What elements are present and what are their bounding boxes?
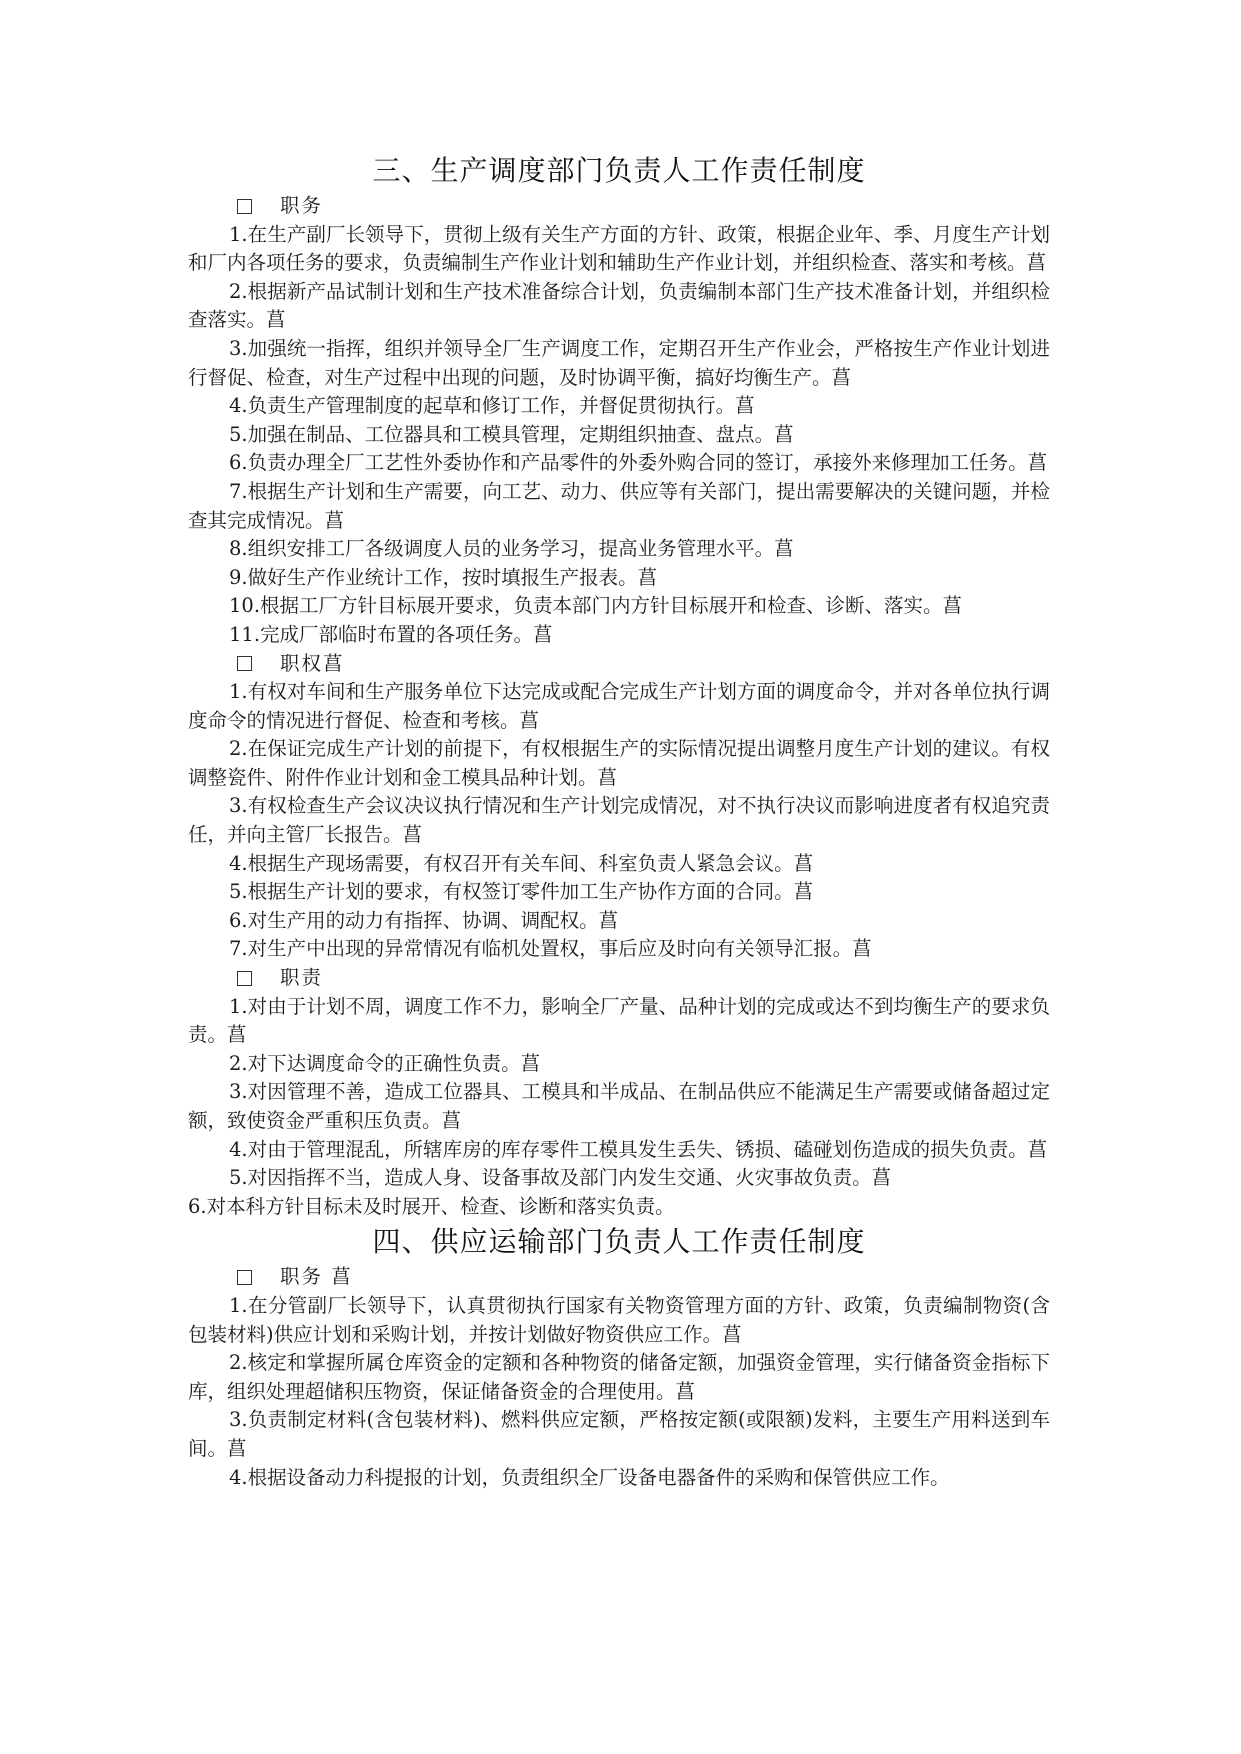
section-4-title: 四、供应运输部门负责人工作责任制度 [372, 1225, 866, 1259]
checkbox-icon [237, 199, 252, 214]
paragraph: 1.对由于计划不周，调度工作不力，影响全厂产量、品种计划的完成或达不到均衡生产的要求负责。菖 [188, 994, 1050, 1047]
paragraph: 1.有权对车间和生产服务单位下达完成或配合完成生产计划方面的调度命令，并对各单位执行调度命令的情况进行督促、检查和考核。菖 [188, 680, 1050, 732]
heading-label: 职责 [280, 966, 324, 990]
heading-label: 职务 [280, 194, 324, 217]
section-3-title: 三、生产调度部门负责人工作责任制度 [372, 154, 866, 187]
paragraph: 2.根据新产品试制计划和生产技术准备综合计划，负责编制本部门生产技术准备计划，并组织检查落实。菖 [188, 279, 1050, 332]
heading-label: 职务 菖 [280, 1265, 353, 1289]
paragraph: 3.加强统一指挥，组织并领导全厂生产调度工作，定期召开生产作业会，严格按生产作业计划进行督促、检查，对生产过程中出现的问题，及时协调平衡，搞好均衡生产。菖 [188, 336, 1050, 389]
paragraph: 6.负责办理全厂工艺性外委协作和产品零件的外委外购合同的签订，承接外来修理加工任务。菖 [229, 451, 1048, 475]
section-3-responsibility-heading [188, 964, 1050, 993]
paragraph: 2.在保证完成生产计划的前提下，有权根据生产的实际情况提出调整月度生产计划的建议。有权调整瓷件、附件作业计划和金工模具品种计划。菖 [188, 737, 1050, 789]
paragraph: 11.完成厂部临时布置的各项任务。菖 [229, 622, 553, 646]
checkbox-icon [237, 971, 252, 986]
section-3-authority-heading [188, 650, 1050, 679]
section-4-duties-heading [188, 1263, 1050, 1292]
paragraph: 10.根据工厂方针目标展开要求，负责本部门内方针目标展开和检查、诊断、落实。菖 [229, 594, 963, 618]
document-content [188, 150, 1050, 1492]
paragraph: 4.对由于管理混乱，所辖库房的库存零件工模具发生丢失、锈损、磕碰划伤造成的损失负责。菖 [229, 1137, 1048, 1161]
paragraph: 6.对生产用的动力有指挥、协调、调配权。菖 [229, 908, 619, 932]
checkbox-icon [237, 656, 252, 671]
paragraph: 5.对因指挥不当，造成人身、设备事故及部门内发生交通、火灾事故负责。菖 [229, 1166, 892, 1190]
paragraph: 8.组织安排工厂各级调度人员的业务学习，提高业务管理水平。菖 [229, 537, 794, 561]
paragraph: 4.根据设备动力科提报的计划，负责组织全厂设备电器备件的采购和保管供应工作。 [229, 1465, 950, 1489]
paragraph: 1.在分管副厂长领导下，认真贯彻执行国家有关物资管理方面的方针、政策，负责编制物资(含包装材料)供应计划和采购计划，并按计划做好物资供应工作。菖 [188, 1293, 1050, 1346]
paragraph: 5.根据生产计划的要求，有权签订零件加工生产协作方面的合同。菖 [229, 880, 814, 904]
paragraph: 4.根据生产现场需要，有权召开有关车间、科室负责人紧急会议。菖 [229, 851, 814, 875]
paragraph: 4.负责生产管理制度的起草和修订工作，并督促贯彻执行。菖 [229, 394, 755, 418]
paragraph: 3.对因管理不善，造成工位器具、工模具和半成品、在制品供应不能满足生产需要或储备超过定额，致使资金严重积压负责。菖 [188, 1080, 1050, 1132]
checkbox-icon [237, 1270, 252, 1285]
section-3-responsibility-list [188, 993, 1050, 1222]
paragraph: 9.做好生产作业统计工作，按时填报生产报表。菖 [229, 565, 658, 589]
paragraph: 2.核定和掌握所属仓库资金的定额和各种物资的储备定额，加强资金管理，实行储备资金指标下库，组织处理超储积压物资，保证储备资金的合理使用。菖 [188, 1351, 1050, 1403]
heading-label: 职权菖 [280, 651, 345, 675]
paragraph: 3.有权检查生产会议决议执行情况和生产计划完成情况，对不执行决议而影响进度者有权追究责任，并向主管厂长报告。菖 [188, 794, 1050, 847]
paragraph: 2.对下达调度命令的正确性负责。菖 [229, 1051, 541, 1075]
paragraph: 7.根据生产计划和生产需要，向工艺、动力、供应等有关部门，提出需要解决的关键问题，并检查其完成情况。菖 [188, 479, 1050, 532]
paragraph: 6.对本科方针目标未及时展开、检查、诊断和落实负责。 [188, 1194, 675, 1218]
section-3-duties-list [188, 221, 1050, 650]
paragraph: 1.在生产副厂长领导下，贯彻上级有关生产方面的方针、政策，根据企业年、季、月度生产计划和厂内各项任务的要求，负责编制生产作业计划和辅助生产作业计划，并组织检查、落实和考核。菖 [188, 222, 1050, 275]
section-3-authority-list [188, 678, 1050, 964]
section-4-duties-list [188, 1292, 1050, 1492]
paragraph: 5.加强在制品、工位器具和工模具管理，定期组织抽查、盘点。菖 [229, 422, 794, 446]
paragraph: 7.对生产中出现的异常情况有临机处置权，事后应及时向有关领导汇报。菖 [229, 937, 872, 961]
paragraph: 3.负责制定材料(含包装材料)、燃料供应定额，严格按定额(或限额)发料，主要生产用料送到车间。菖 [188, 1408, 1050, 1460]
section-3-duties-heading [188, 192, 1050, 221]
